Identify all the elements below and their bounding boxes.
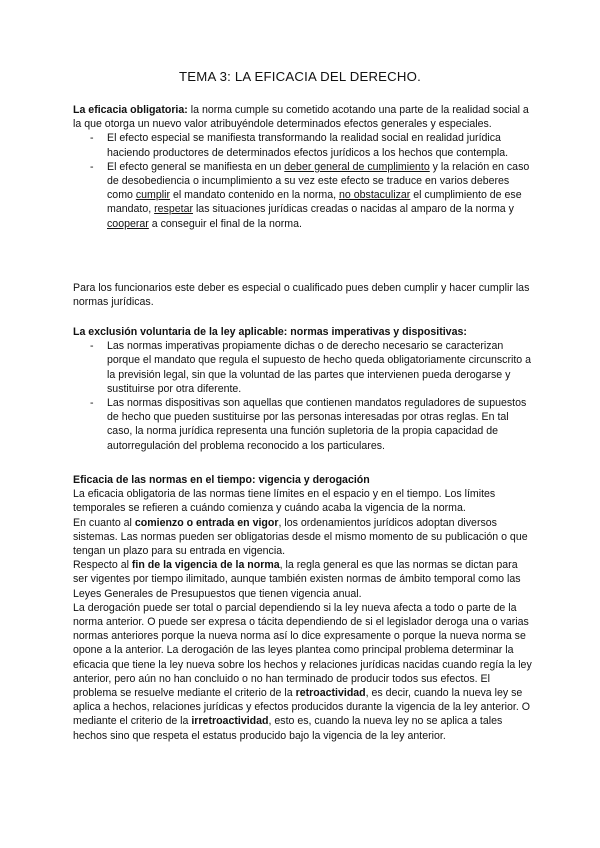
effects-list (73, 131, 535, 230)
text-run: , esto es, cuando la nueva ley no se aplica a tales hechos sino que respeta el estatus producido bajo la vigencia de la ley anterior. (73, 715, 503, 742)
underlined-term: cooperar (107, 217, 149, 230)
text-run: Respecto al (73, 559, 132, 572)
funcionarios-paragraph: Para los funcionarios este deber es especial o cualificado pues deben cumplir y hacer cumplir las normas jurídicas. (73, 282, 530, 309)
norm-types-list (73, 339, 535, 453)
text-run: , la regla general es que las normas se dictan para ser vigentes por tiempo ilimitado, aunque también existen normas de ámbito temporal como las Leyes Generales de Presupuestos que tienen vigencia anual. (73, 559, 521, 600)
bold-term: fin de la vigencia de la norma (131, 559, 280, 572)
list-item: - Las normas imperativas propiamente dichas o de derecho necesario se caracterizan porque el mandato que regula el supuesto de hecho queda obligatoriamente circunscrito a la previsión legal, sin que la voluntad de las partes que intervienen pueda derogarse y sustituirse por otra diferente. (73, 339, 535, 396)
section-eficacia-obligatoria (73, 103, 535, 231)
bold-term: irretroactividad (191, 715, 269, 728)
underlined-term: no obstaculizar (339, 189, 411, 202)
end-of-validity-paragraph (73, 558, 535, 601)
section-eficacia-tiempo (73, 473, 535, 743)
intro-paragraph (73, 103, 535, 131)
text-run: El efecto general se manifiesta en un (107, 160, 285, 173)
list-item: - Las normas dispositivas son aquellas que contienen mandatos reguladores de supuestos de hecho que pueden sustituirse por las personas interesadas por otras reglas. En tal caso, la norma jurídica representa una función supletoria de la propia capacidad de autorregulación del problema reconocido a los particulares. (73, 396, 535, 453)
list-item (73, 160, 535, 231)
section-heading: Eficacia de las normas en el tiempo: vigencia y derogación (73, 474, 370, 486)
text-run: el mandato contenido en la norma, (170, 189, 340, 202)
entry-into-force-paragraph (73, 516, 535, 559)
text-run: En cuanto al (73, 516, 135, 529)
text-run: las situaciones jurídicas creadas o nacidas al amparo de la norma y (193, 203, 514, 216)
section-exclusion-voluntaria (73, 325, 535, 453)
bold-term: retroactividad (295, 687, 366, 700)
text-run: a conseguir el final de la norma. (148, 217, 302, 230)
underlined-term: respetar (154, 203, 193, 216)
list-item: - El efecto especial se manifiesta transformando la realidad social en realidad jurídica haciendo productores de determinados efectos jurídicos a los hechos que contempla. (73, 131, 535, 159)
document-title: TEMA 3: LA EFICACIA DEL DERECHO. (179, 69, 421, 84)
text-run: , es decir, cuando la nueva ley se aplica a hechos, relaciones jurídicas y efectos producidos durante la vigencia de la ley anterior. O mediante el criterio de la (73, 687, 530, 728)
funcionarios-paragraph-block (73, 281, 535, 309)
limits-paragraph: La eficacia obligatoria de las normas tiene límites en el espacio y en el tiempo. Los límites temporales se refieren a cuándo comienza y cuándo acaba la vigencia de la norma. (73, 488, 496, 515)
text-run: , los ordenamientos jurídicos adoptan diversos sistemas. Las normas pueden ser obligatorias desde el mismo momento de su publicación o que tengan un plazo para su entrada en vigencia. (73, 516, 528, 558)
section-heading: La exclusión voluntaria de la ley aplicable: normas imperativas y dispositivas: (73, 326, 467, 338)
bold-term: comienzo o entrada en vigor (134, 516, 279, 529)
underlined-term: cumplir (135, 189, 170, 202)
text-run: La derogación puede ser total o parcial dependiendo si la ley nueva afecta a todo o parte de la norma anterior. O puede ser expresa o tácita dependiendo de si el legislador deroga una o varias normas anteriores porque la nueva norma así lo dice expresamente o porque la nueva norma se opone a la anterior. La derogación de las leyes plantea como principal problema determinar la eficacia que tiene la ley nueva sobre los hechos y relaciones jurídicas nacidas cuando regía la ley anterior, pero aún no han concluido o no han terminado de producir todos sus efectos. El problema se resuelve mediante el criterio de la (73, 601, 532, 700)
section-heading: La eficacia obligatoria: (73, 104, 188, 116)
intro-text: la norma cumple su cometido acotando una parte de la realidad social a la que otorga un nuevo valor atribuyéndole determinados efectos generales y especiales. (73, 104, 529, 131)
derogation-paragraph (73, 601, 535, 743)
text-run: y la relación en caso de desobediencia o incumplimiento a su vez este efecto se traduce en varios deberes como (107, 160, 530, 202)
text-run: el cumplimiento de ese mandato, (107, 189, 522, 216)
underlined-term: deber general de cumplimiento (284, 160, 430, 173)
